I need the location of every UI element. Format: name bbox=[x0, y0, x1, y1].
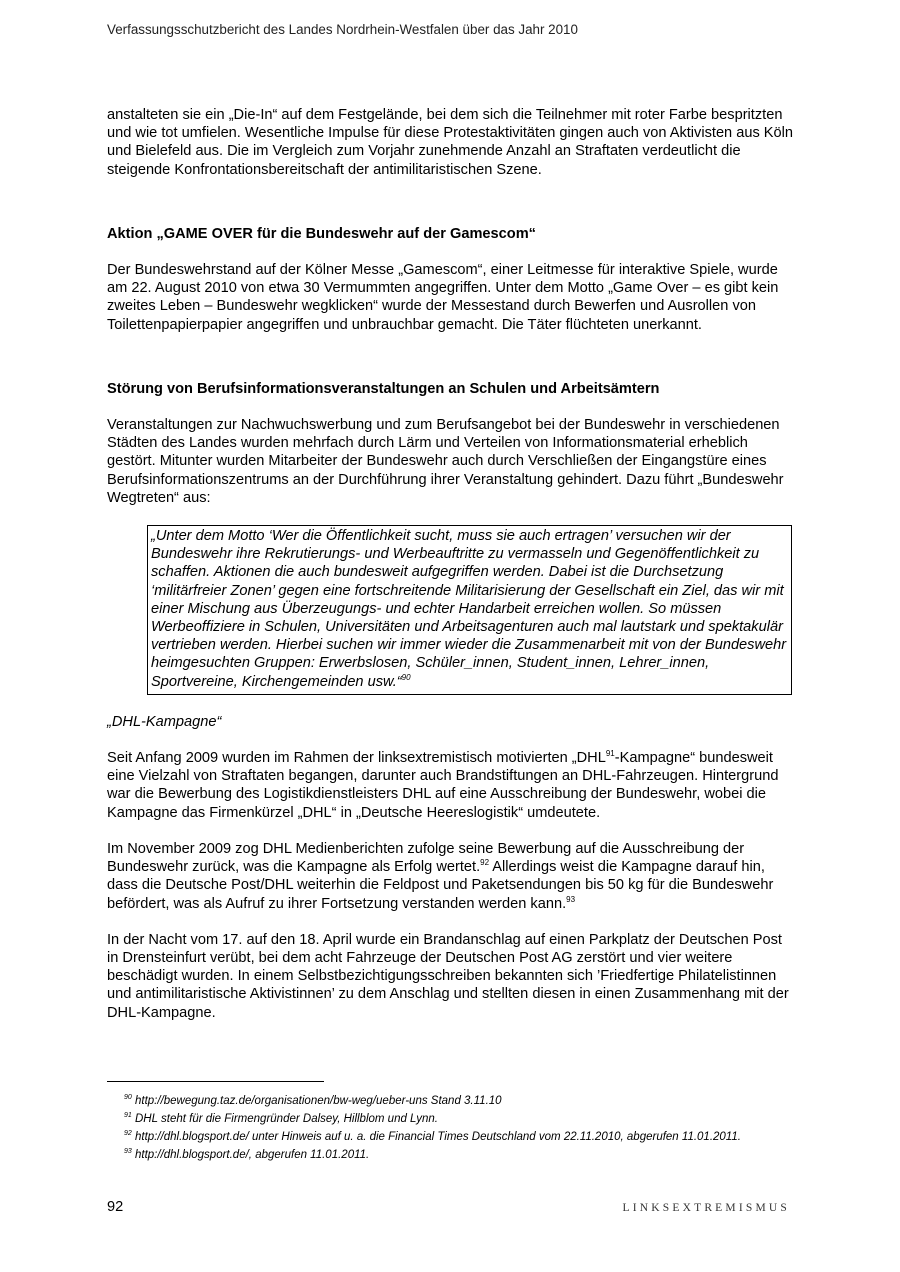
footnote-ref-93: 93 bbox=[566, 894, 576, 904]
footnote-ref-90: 90 bbox=[401, 672, 411, 682]
quote-text: „Unter dem Motto ‘Wer die Öffentlichkeit sucht, muss sie auch ertragen’ versuchen wir der Bundeswehr ihre Rekrutierungs- und Werbeauftritte zu vermasseln und Gegenöffentlichkeit zu schaffen. Aktionen die auch bundesweit aufgegriffen werden. Dabei ist die Durchsetzung ‘militärfreier Zonen’ gegen eine fortschreitende Militarisierung der Gesellschaft ein Ziel, das wir mit einer Mischung aus Überzeugungs- und echter Handarbeit erreichen wollen. So müssen Werbeoffiziere in Schulen, Universitäten und Arbeitsagenturen auch mal lautstark und spektakulär vertrieben werden. Hierbei suchen wir immer wieder die Zusammenarbeit mit von der Bundeswehr heimgesuchten Gruppen: Erwerbslosen, Schüler_innen, Student_innen, Lehrer_innen, Sportvereine, Kirchengemeinden usw.“ bbox=[151, 528, 787, 690]
footnote-number: 91 bbox=[124, 1112, 132, 1120]
footnote-number: 93 bbox=[124, 1148, 132, 1156]
footnote-ref-92: 92 bbox=[480, 858, 490, 868]
footnote-separator bbox=[107, 1081, 324, 1082]
dhl-1-text-a: Seit Anfang 2009 wurden im Rahmen der linksextremistisch motivierten „DHL bbox=[107, 750, 606, 767]
footnote-number: 92 bbox=[124, 1130, 132, 1138]
quote-box bbox=[147, 525, 792, 695]
footnote bbox=[124, 1110, 741, 1128]
heading-dhl-kampagne: „DHL-Kampagne“ bbox=[107, 713, 222, 730]
dhl-1-text-b: -Kampagne“ bundesweit eine Vielzahl von Straftaten begangen, darunter auch Brandstiftungen an DHL-Fahrzeugen. Hintergrund war die Bewerbung des Logistikdienstleisters DHL auf eine Ausschreibung der Bundeswehr, wobei die Kampagne das Firmenkürzel „DHL“ in „Deutsche Heereslogistik“ umdeutete. bbox=[107, 750, 779, 821]
footnote-text: http://dhl.blogsport.de/, abgerufen 11.01.2011. bbox=[135, 1149, 370, 1161]
footnote-text: http://dhl.blogsport.de/ unter Hinweis auf u. a. die Financial Times Deutschland vom 22.11.2010, abgerufen 11.01.2011. bbox=[135, 1131, 741, 1143]
heading-gamescom: Aktion „GAME OVER für die Bundeswehr auf der Gamescom“ bbox=[107, 225, 536, 242]
paragraph-dhl-2 bbox=[107, 840, 795, 913]
paragraph-dhl-1 bbox=[107, 749, 795, 822]
footnote bbox=[124, 1092, 741, 1110]
running-header: Verfassungsschutzbericht des Landes Nordrhein-Westfalen über das Jahr 2010 bbox=[107, 22, 578, 37]
dhl-2-text-b: Allerdings weist die Kampagne darauf hin, dass die Deutsche Post/DHL weiterhin die Feldpost und Paketsendungen bis 50 kg für die Bundeswehr befördert, was als Aufruf zu ihrer Fortsetzung verstanden werden kann. bbox=[107, 859, 774, 912]
paragraph-intro: anstalteten sie ein „Die-In“ auf dem Festgelände, bei dem sich die Teilnehmer mit roter Farbe bespritzten und wie tot umfielen. Wesentliche Impulse für diese Protestaktivitäten gingen auch von Aktivisten aus Köln und Bielefeld aus. Die im Vergleich zum Vorjahr zunehmende Anzahl an Straftaten verdeutlicht die steigende Konfrontationsbereitschaft der antimilitaristischen Szene. bbox=[107, 107, 794, 178]
paragraph-dhl-3: In der Nacht vom 17. auf den 18. April wurde ein Brandanschlag auf einen Parkplatz der Deutschen Post in Drensteinfurt verübt, bei dem acht Fahrzeuge der Deutschen Post AG zerstört und vier weitere beschädigt wurden. In einem Selbstbezichtigungsschreiben bekannten sich ’Friedfertige Philatelistinnen und antimilitaristische Aktivistinnen’ zu dem Anschlag und stellten diesen in einen Zusammenhang mit der DHL-Kampagne. bbox=[107, 931, 789, 1021]
footnote bbox=[124, 1146, 741, 1164]
footnote-ref-91: 91 bbox=[605, 749, 615, 759]
footnotes bbox=[124, 1092, 741, 1164]
paragraph-gamescom: Der Bundeswehrstand auf der Kölner Messe „Gamescom“, einer Leitmesse für interaktive Spiele, wurde am 22. August 2010 von etwa 30 Vermummten angegriffen. Unter dem Motto „Game Over – es gibt kein zweites Leben – Bundeswehr wegklicken“ wurde der Messestand durch Bewerfen und Ausrollen von Toilettenpapierpapier angegriffen und unbrauchbar gemacht. Die Täter flüchteten unerkannt. bbox=[107, 262, 779, 333]
chapter-label: LINKSEXTREMISMUS bbox=[622, 1202, 790, 1214]
main-content bbox=[107, 106, 795, 1022]
dhl-2-text-a: Im November 2009 zog DHL Medienberichten zufolge seine Bewerbung auf die Ausschreibung der Bundeswehr zurück, was die Kampagne als Erfolg wertet. bbox=[107, 840, 745, 876]
paragraph-berufsinformation: Veranstaltungen zur Nachwuchswerbung und zum Berufsangebot bei der Bundeswehr in verschiedenen Städten des Landes wurden mehrfach durch Lärm und Verteilen von Informationsmaterial erheblich gestört. Mitunter wurden Mitarbeiter der Bundeswehr auch durch Verschließen der Eingangstüre eines Berufsinformationszentrums an der Durchführung ihrer Veranstaltung gehindert. Dazu führt „Bundeswehr Wegtreten“ aus: bbox=[107, 417, 784, 506]
footnote-number: 90 bbox=[124, 1094, 132, 1102]
footnote-text: http://bewegung.taz.de/organisationen/bw-weg/ueber-uns Stand 3.11.10 bbox=[135, 1095, 502, 1107]
page-number: 92 bbox=[107, 1199, 124, 1215]
footnote bbox=[124, 1128, 741, 1146]
footnote-text: DHL steht für die Firmengründer Dalsey, Hillblom und Lynn. bbox=[135, 1113, 438, 1125]
heading-berufsinformation: Störung von Berufsinformationsveranstaltungen an Schulen und Arbeitsämtern bbox=[107, 380, 660, 397]
